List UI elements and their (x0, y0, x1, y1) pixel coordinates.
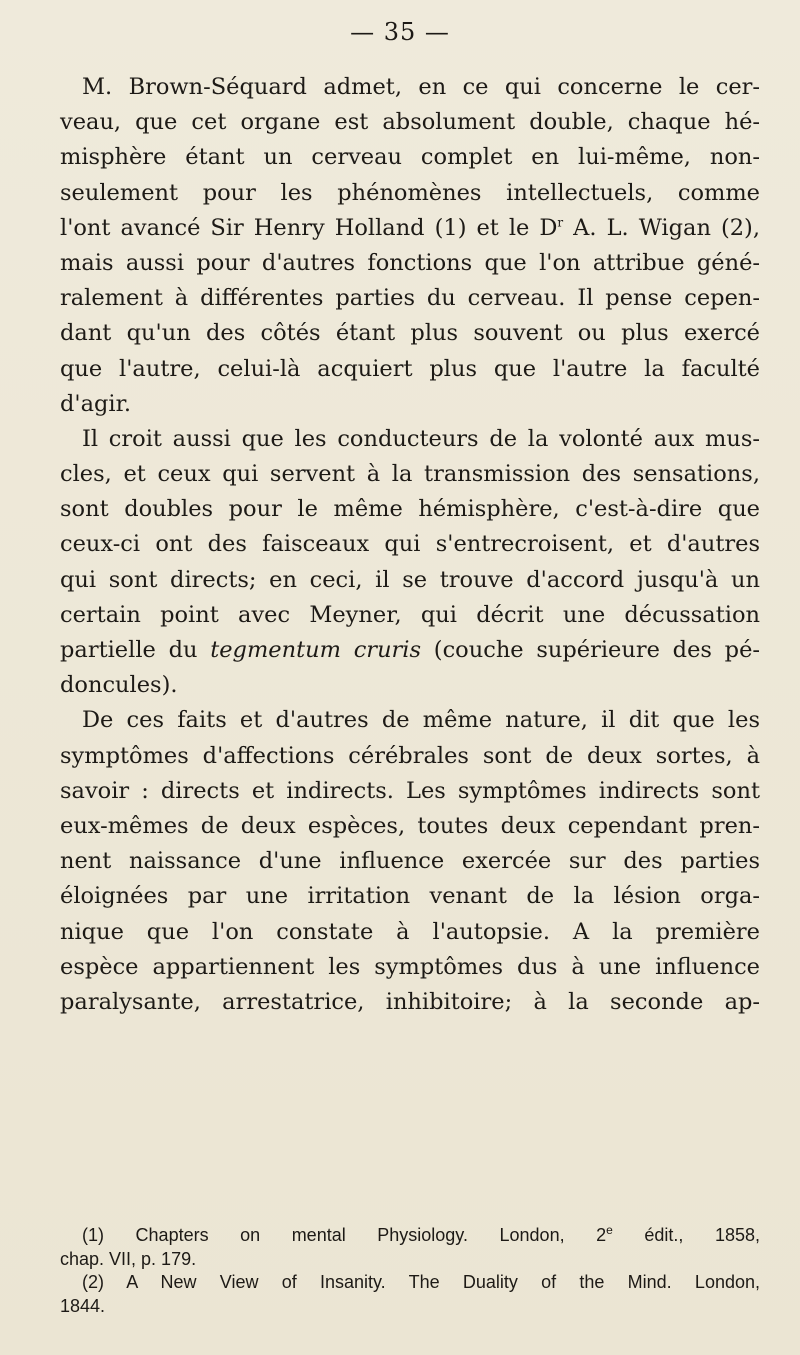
text-fragment: l'ont avancé Sir Henry Holland (1) et le D (60, 214, 558, 241)
text-line: misphère étant un cerveau complet en lui-même, non- (60, 144, 760, 171)
text-line: De ces faits et d'autres de même nature, il dit que les (82, 707, 760, 734)
text-line: qui sont directs; en ceci, il se trouve d'accord jusqu'à un (60, 566, 760, 593)
text-line: symptômes d'affections cérébrales sont de deux sortes, à (60, 742, 760, 769)
paragraph (60, 422, 760, 704)
text-line: certain point avec Meyner, qui décrit une décussation (60, 601, 760, 628)
text-line (60, 633, 760, 668)
text-line: cles, et ceux qui servent à la transmission des sensations, (60, 461, 760, 488)
text-line: seulement pour les phénomènes intellectuels, comme (60, 179, 760, 206)
text-line: M. Brown-Séquard admet, en ce qui concerne le cer- (82, 74, 760, 100)
text-line: ralement à différentes parties du cerveau. Il pense cepen- (60, 285, 760, 312)
text-line: eux-mêmes de deux espèces, toutes deux cependant pren- (60, 812, 760, 839)
text-line: ceux-ci ont des faisceaux qui s'entrecroisent, et d'autres (60, 531, 760, 558)
body-text (60, 70, 760, 1020)
footnote (60, 1224, 760, 1271)
text-fragment: (1) Chapters on mental Physiology. London, 2 (82, 1225, 607, 1245)
footnote (60, 1271, 760, 1318)
text-line: nique que l'on constate à l'autopsie. A la première (60, 918, 760, 945)
text-line: doncules). (60, 672, 178, 699)
text-fragment: (couche supérieure des pé- (421, 637, 760, 663)
page-number: — 35 — (350, 18, 450, 46)
text-line: mais aussi pour d'autres fonctions que l'on attribue géné- (60, 249, 760, 276)
footnotes (60, 1224, 760, 1318)
text-line: veau, que cet organe est absolument double, chaque hé- (60, 109, 760, 136)
text-line: que l'autre, celui-là acquiert plus que l'autre la faculté (60, 355, 760, 382)
footnote-line: 1844. (60, 1295, 106, 1316)
footnote-line: chap. VII, p. 179. (60, 1248, 197, 1269)
footnote-line: (2) A New View of Insanity. The Duality of the Mind. London, (82, 1272, 760, 1292)
text-fragment: A. L. Wigan (2), (563, 214, 760, 241)
paragraph (60, 70, 760, 422)
text-line: dant qu'un des côtés étant plus souvent ou plus exercé (60, 320, 760, 347)
text-line: savoir : directs et indirects. Les symptômes indirects sont (60, 777, 760, 804)
superscript: e (606, 1223, 613, 1237)
text-line: éloignées par une irritation venant de la lésion orga- (60, 883, 760, 910)
superscript: r (557, 215, 564, 230)
text-fragment: partielle du (60, 637, 211, 663)
text-fragment: édit., 1858, (612, 1225, 760, 1245)
footnote-line (60, 1224, 760, 1248)
text-line: Il croit aussi que les conducteurs de la volonté aux mus- (82, 425, 760, 452)
text-line: sont doubles pour le même hémisphère, c'est-à-dire que (60, 496, 760, 523)
paragraph (60, 703, 760, 1020)
text-line: espèce appartiennent les symptômes dus à une influence (60, 953, 760, 980)
italic-term: tegmentum cruris (210, 637, 422, 663)
text-line (60, 211, 760, 246)
text-line: d'agir. (60, 390, 132, 417)
text-line: nent naissance d'une influence exercée sur des parties (60, 848, 760, 875)
text-line: paralysante, arrestatrice, inhibitoire; à la seconde ap- (60, 988, 760, 1015)
